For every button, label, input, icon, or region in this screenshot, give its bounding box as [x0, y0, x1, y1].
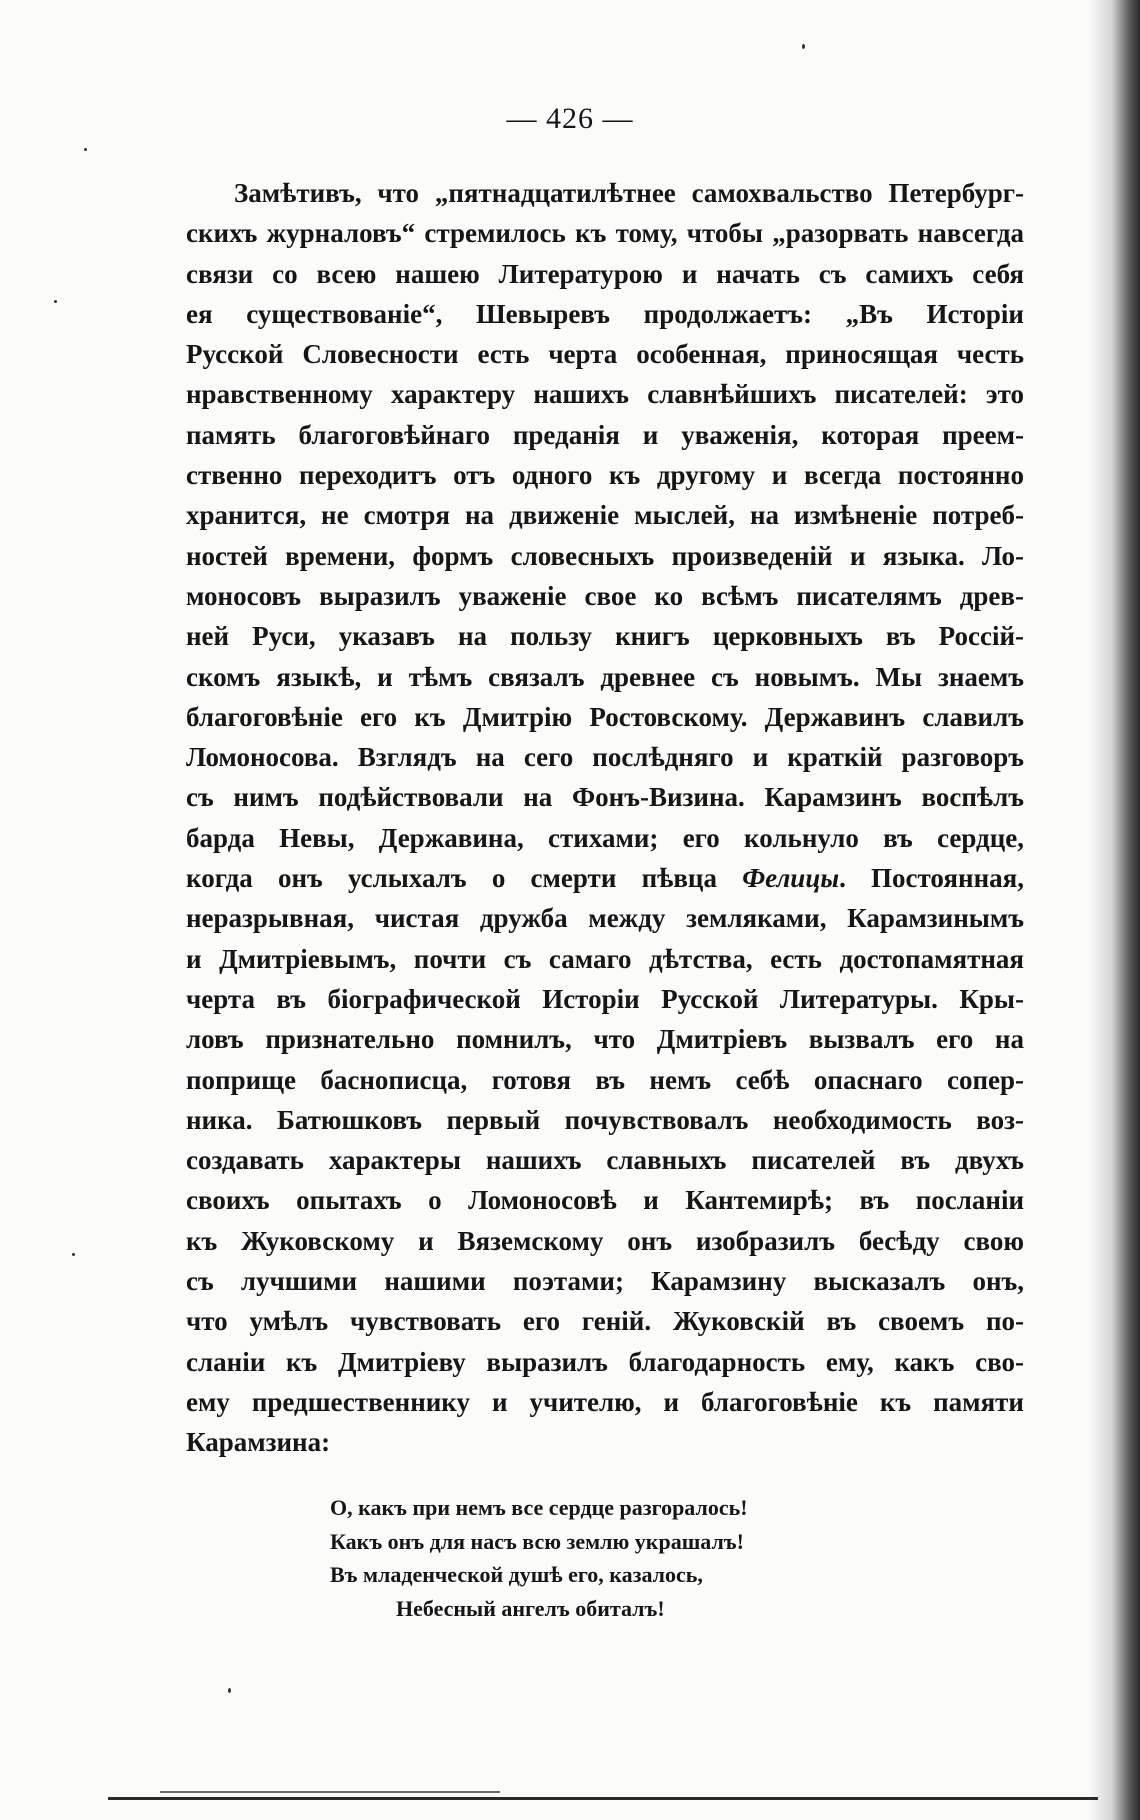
text-line: сланіи къ Дмитріеву выразилъ благодарность ему, какъ сво- — [186, 1346, 1024, 1377]
verse-line: Какъ онъ для насъ всю землю украшалъ! — [330, 1528, 744, 1554]
verse-quote — [330, 1491, 850, 1625]
text-line: своихъ опытахъ о Ломоносовѣ и Кантемирѣ; въ посланіи — [186, 1185, 1024, 1216]
text-line: ея существованіе“, Шевыревъ продолжаетъ: „Въ Исторіи — [186, 298, 1024, 329]
text-line: память благоговѣйнаго преданія и уваженія, которая преем- — [186, 419, 1024, 450]
page-number: — 426 — — [506, 102, 634, 135]
text-line: ностей времени, формъ словесныхъ произведеній и языка. Ло- — [186, 540, 1024, 571]
text-line: ней Руси, указавъ на пользу книгъ церковныхъ въ Россій- — [186, 621, 1024, 652]
text-line: скихъ журналовъ“ стремилось къ тому, чтобы „разорвать навсегда — [186, 218, 1024, 249]
verse-line: Въ младенческой душѣ его, казалось, — [330, 1562, 703, 1587]
text-line: черта въ біографической Исторіи Русской Литературы. Кры- — [186, 983, 1024, 1014]
text-line: Русской Словесности есть черта особенная, приносящая честь — [186, 339, 1024, 370]
text-line — [186, 858, 1024, 898]
text-line: Карамзина: — [186, 1427, 331, 1458]
page-edge-shadow — [1088, 0, 1140, 1820]
text-line: скомъ языкѣ, и тѣмъ связалъ древнее съ новымъ. Мы знаемъ — [186, 661, 1024, 692]
scan-speck — [802, 44, 805, 49]
text-line: связи со всею нашею Литературою и начать съ самихъ себя — [186, 258, 1024, 289]
text-line: что умѣлъ чувствовать его геній. Жуковскій въ своемъ по- — [186, 1306, 1024, 1337]
bottom-rule-upper — [160, 1791, 500, 1793]
bottom-rule — [108, 1797, 1098, 1800]
text-line: неразрывная, чистая дружба между земляками, Карамзинымъ — [186, 903, 1024, 934]
text-line: создавать характеры нашихъ славныхъ писателей въ двухъ — [186, 1145, 1024, 1176]
verse-line: О, какъ при немъ все сердце разгоралось! — [330, 1495, 748, 1520]
text-line: ственно переходитъ отъ одного къ другому и всегда постоянно — [186, 460, 1024, 491]
text-line: ловъ признательно помнилъ, что Дмитріевъ вызвалъ его на — [186, 1024, 1024, 1055]
text-segment: . Постоянная, — [839, 863, 1024, 894]
italic-title: Фелицы — [742, 863, 840, 894]
text-line: ему предшественнику и учителю, и благоговѣніе къ памяти — [186, 1386, 1024, 1417]
text-line: моносовъ выразилъ уваженіе свое ко всѣмъ писателямъ древ- — [186, 580, 1024, 611]
text-line: Замѣтивъ, что „пятнадцатилѣтнее самохвальство Петербург- — [234, 178, 1024, 208]
text-line: съ нимъ подѣйствовали на Фонъ-Визина. Карамзинъ воспѣлъ — [186, 782, 1024, 813]
text-line: барда Невы, Державина, стихами; его кольнуло въ сердце, — [186, 822, 1024, 853]
text-line: нравственному характеру нашихъ славнѣйшихъ писателей: это — [186, 379, 1024, 410]
text-segment: когда онъ услыхалъ о смерти пѣвца — [186, 863, 717, 894]
text-line: ника. Батюшковъ первый почувствовалъ необходимость воз- — [186, 1104, 1024, 1135]
text-line: съ лучшими нашими поэтами; Карамзину высказалъ онъ, — [186, 1266, 1024, 1297]
scan-speck — [228, 1688, 231, 1693]
text-line: и Дмитріевымъ, почти съ самаго дѣтства, есть достопамятная — [186, 943, 1024, 974]
verse-line: Небесный ангелъ обиталъ! — [396, 1595, 665, 1621]
text-line: поприще баснописца, готовя въ немъ себѣ опаснаго сопер- — [186, 1064, 1024, 1095]
scan-speck — [84, 148, 87, 151]
main-paragraph — [186, 173, 1024, 1463]
scan-speck — [54, 300, 57, 303]
scan-speck — [72, 1253, 75, 1256]
text-line: къ Жуковскому и Вяземскому онъ изобразилъ бесѣду свою — [186, 1225, 1024, 1256]
text-line: благоговѣніе его къ Дмитрію Ростовскому. Державинъ славилъ — [186, 701, 1024, 732]
text-line: Ломоносова. Взглядъ на сего послѣдняго и краткій разговоръ — [186, 742, 1024, 773]
text-line: хранится, не смотря на движеніе мыслей, на измѣненіе потреб- — [186, 500, 1024, 531]
